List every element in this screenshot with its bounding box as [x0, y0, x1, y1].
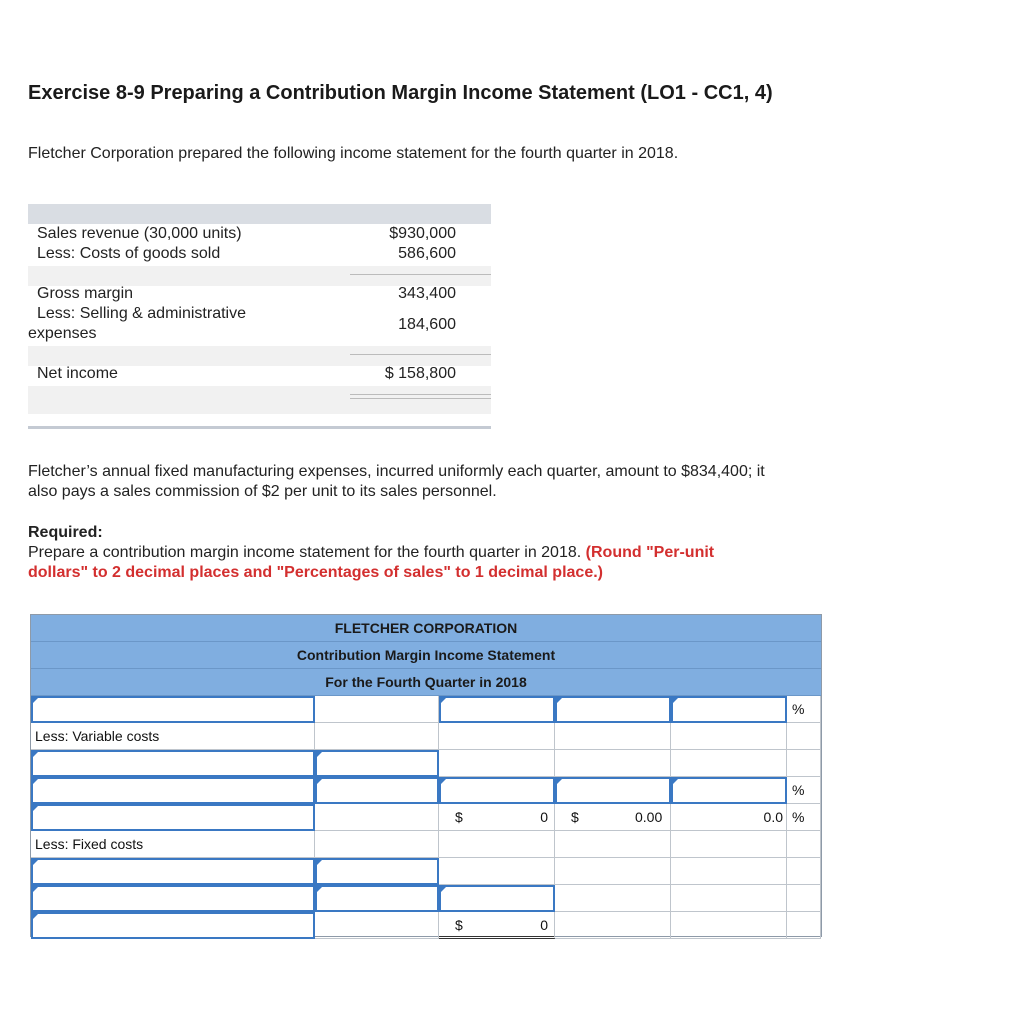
fixed-expense-info: Fletcher’s annual fixed manufacturing expenses, incurred uniformly each quarter, amount to $834,400; it also pays a sales commission of $2 per unit to its sales personnel.: [28, 463, 765, 500]
percent-sign: %: [792, 782, 805, 798]
rounding-note: (Round "Per-unit dollars" to 2 decimal places and "Percentages of sales" to 1 decimal place.): [28, 544, 715, 581]
sales-value: $930,000: [389, 225, 456, 242]
given-income-statement: [28, 204, 491, 431]
variable-cost-2-label-input[interactable]: [31, 777, 315, 804]
variable-per-unit-input[interactable]: [555, 777, 671, 804]
cogs-label: Less: Costs of goods sold: [37, 245, 221, 262]
fixed-cost-2-label-input[interactable]: [31, 885, 315, 912]
variable-cost-2-amount-input[interactable]: [315, 777, 439, 804]
sales-percent-input[interactable]: [671, 696, 787, 723]
required-label: Required:: [28, 524, 103, 541]
variable-costs-label: Less: Variable costs: [35, 728, 160, 744]
sales-per-unit-input[interactable]: [555, 696, 671, 723]
variable-cost-1-label-input[interactable]: [31, 750, 315, 777]
cm-percent-value: 0.0: [763, 809, 783, 825]
dollar-sign: $: [455, 917, 463, 933]
percent-sign: %: [792, 701, 805, 717]
intro-text: Fletcher Corporation prepared the following income statement for the fourth quarter in 2018.: [28, 145, 679, 162]
statement-bottom-border: [28, 426, 491, 429]
fixed-costs-label: Less: Fixed costs: [35, 836, 144, 852]
gross-margin-value: 343,400: [398, 285, 456, 302]
net-income-value: $ 158,800: [384, 365, 456, 382]
cm-per-unit-value: 0.00: [635, 809, 663, 825]
fixed-total-input[interactable]: [439, 885, 555, 912]
fixed-cost-2-amount-input[interactable]: [315, 885, 439, 912]
sga-value: 184,600: [398, 316, 456, 333]
sga-label: Less: Selling & administrative: [37, 305, 246, 322]
dollar-sign: $: [455, 809, 463, 825]
cm-total-value: 0: [540, 809, 548, 825]
page-title: Exercise 8-9 Preparing a Contribution Margin Income Statement (LO1 - CC1, 4): [28, 82, 773, 104]
required-instructions: [28, 543, 768, 583]
fixed-cost-1-amount-input[interactable]: [315, 858, 439, 885]
sales-total-input[interactable]: [439, 696, 555, 723]
net-income-total-value: 0: [540, 917, 548, 933]
contribution-margin-label-input[interactable]: [31, 804, 315, 831]
variable-total-input[interactable]: [439, 777, 555, 804]
cogs-value: 586,600: [398, 245, 456, 262]
table-period: For the Fourth Quarter in 2018: [31, 669, 821, 696]
variable-percent-input[interactable]: [671, 777, 787, 804]
variable-cost-1-amount-input[interactable]: [315, 750, 439, 777]
sga-label-cont: expenses: [28, 325, 97, 342]
gross-margin-label: Gross margin: [37, 285, 134, 302]
sales-label: Sales revenue (30,000 units): [37, 225, 242, 242]
percent-sign: %: [792, 809, 805, 825]
table-company-name: FLETCHER CORPORATION: [31, 615, 821, 642]
net-income-label-input[interactable]: [31, 912, 315, 939]
fixed-cost-1-label-input[interactable]: [31, 858, 315, 885]
statement-header-bar: [28, 204, 491, 224]
table-statement-name: Contribution Margin Income Statement: [31, 642, 821, 669]
dollar-sign: $: [571, 809, 579, 825]
required-text: Prepare a contribution margin income statement for the fourth quarter in 2018.: [28, 544, 582, 561]
contribution-margin-table: [30, 614, 822, 937]
sales-label-input[interactable]: [31, 696, 315, 723]
net-income-label: Net income: [37, 365, 118, 382]
